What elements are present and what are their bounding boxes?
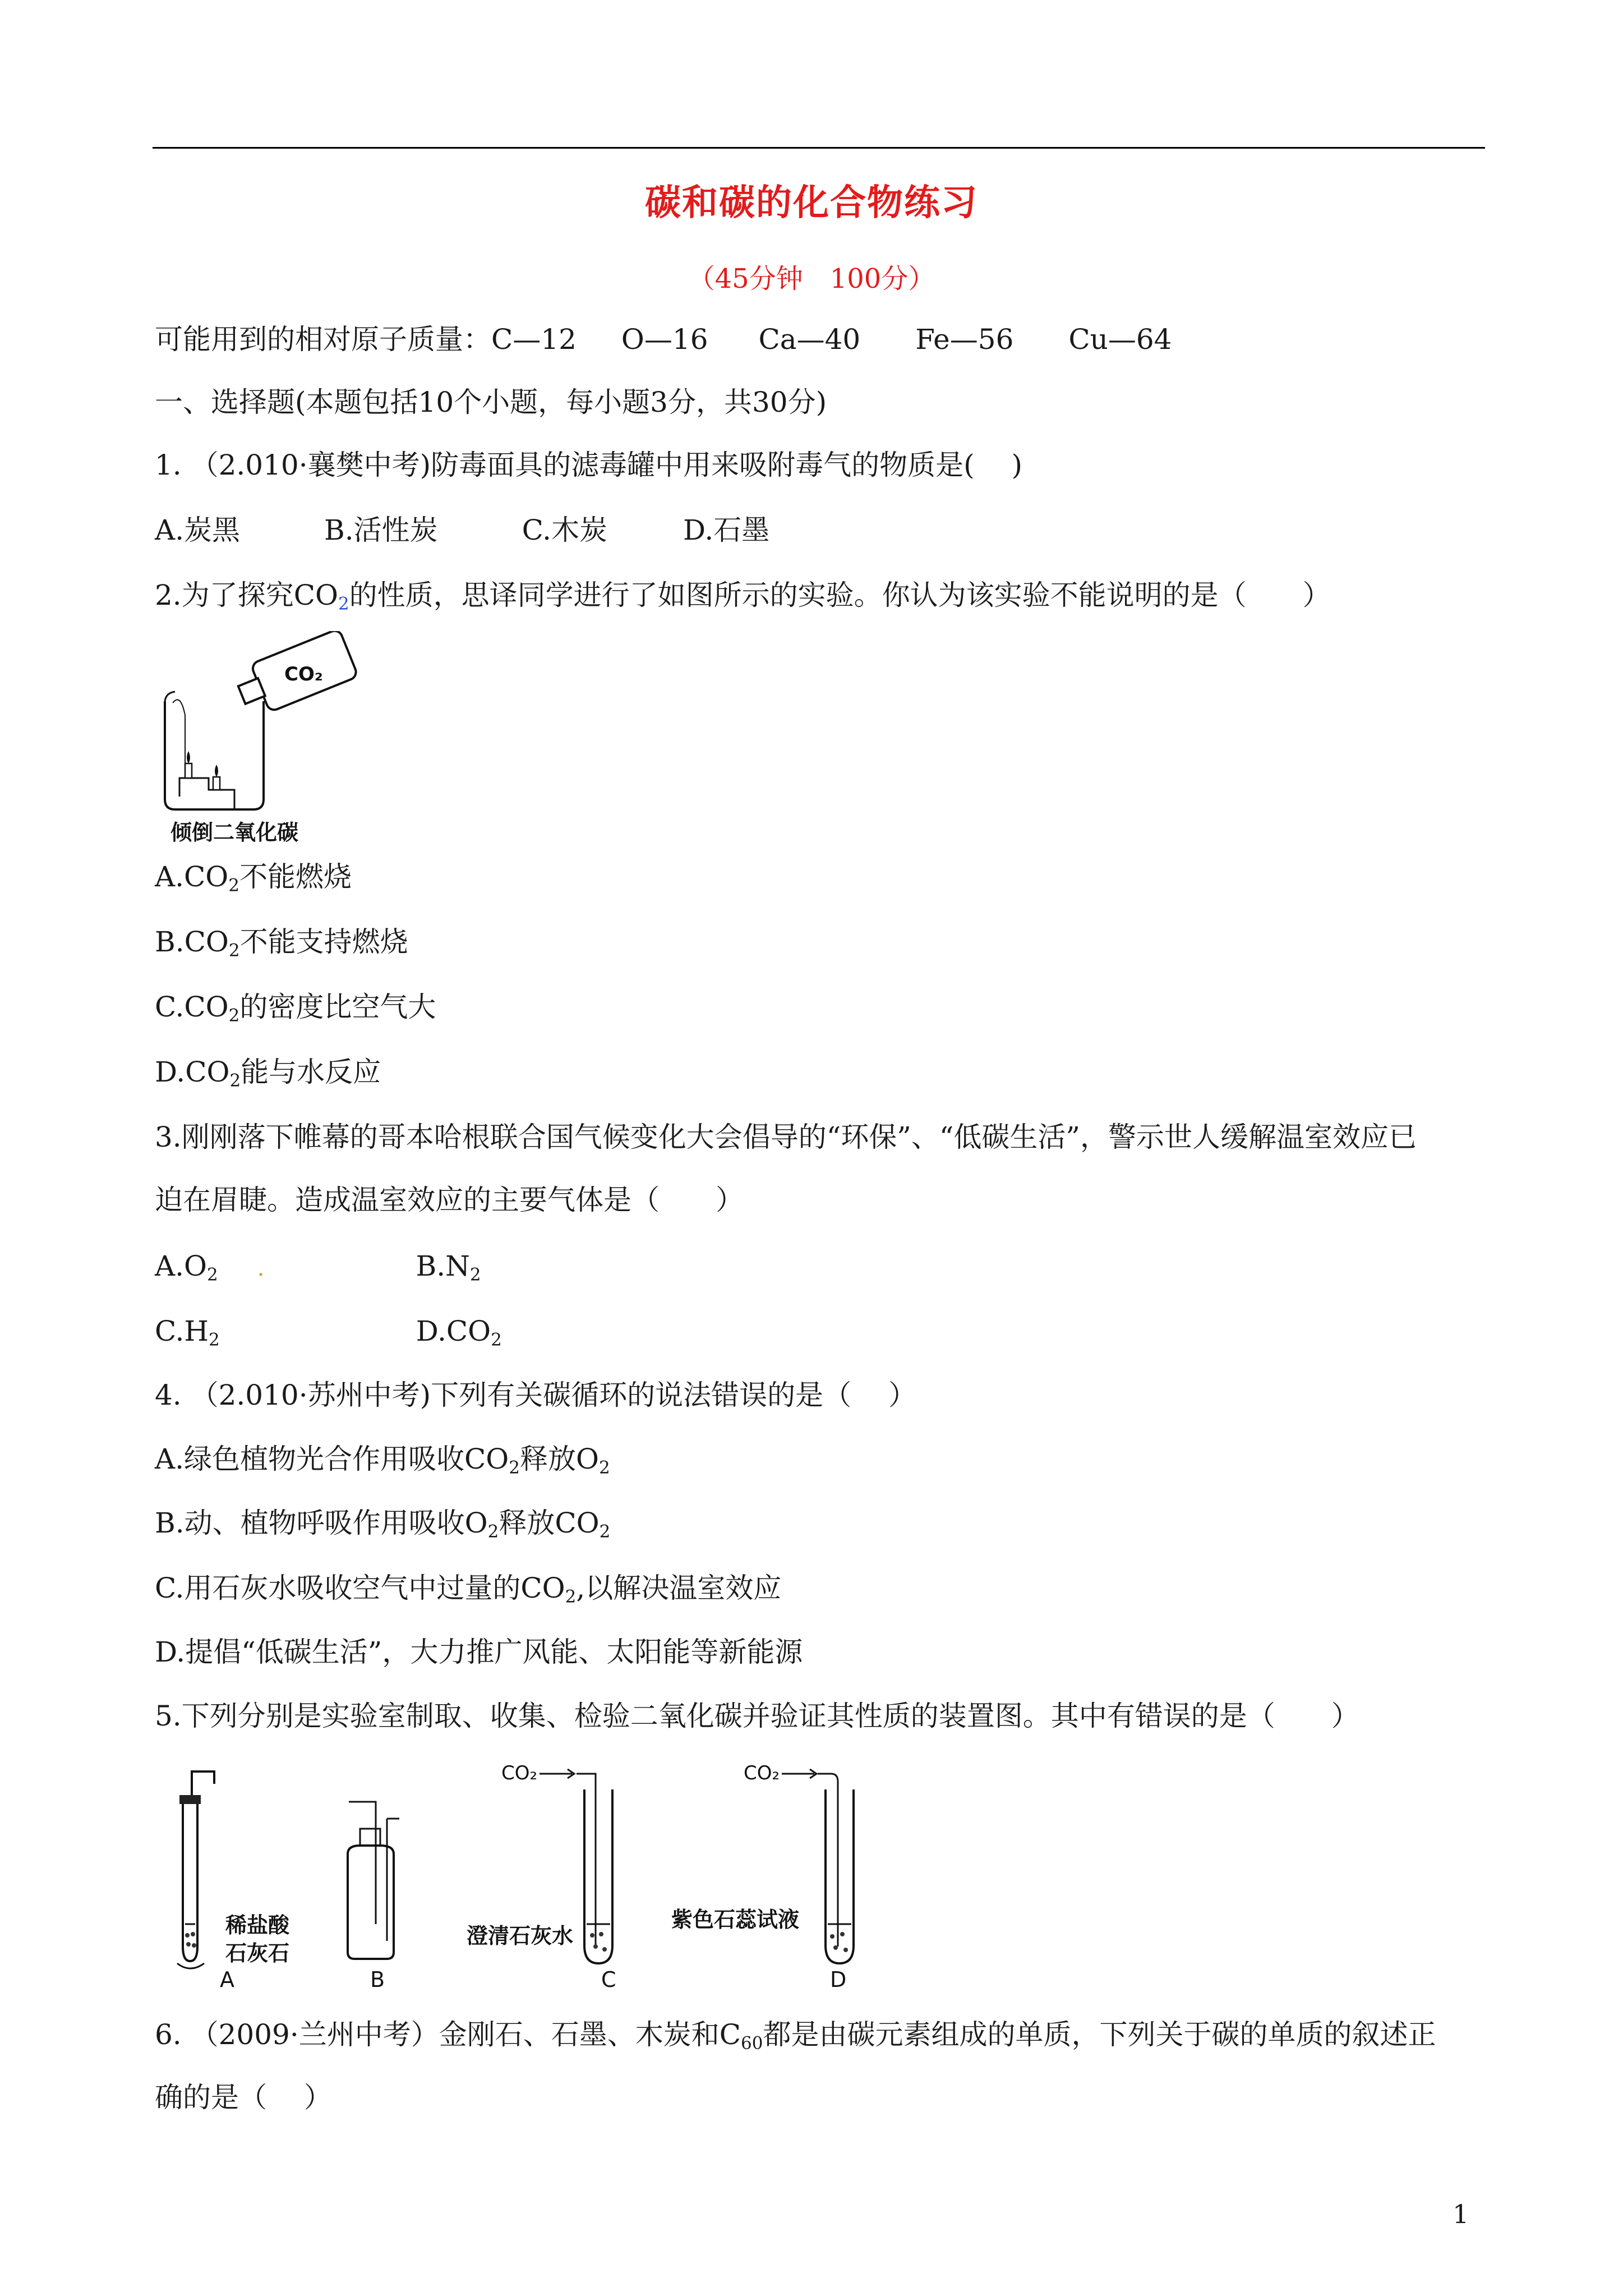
- q3-a-sub: 2: [207, 1264, 218, 1285]
- q3-options-row2: [155, 1315, 502, 1350]
- q2-stem: [155, 579, 1331, 614]
- q3-option-a: A.O: [155, 1250, 207, 1282]
- q4-b-sub2: 2: [599, 1521, 611, 1542]
- label-litmus: 紫色石蕊试液: [671, 1907, 800, 1932]
- label-dilute-hcl: 稀盐酸: [225, 1913, 290, 1938]
- q1-option-b: B.活性炭: [324, 514, 438, 546]
- q2-stem-a: 2.为了探究CO: [155, 579, 338, 611]
- page-title: 碳和碳的化合物练习: [645, 182, 978, 224]
- q4-option-b: [155, 1507, 611, 1542]
- q4-b-sub1: 2: [487, 1521, 499, 1542]
- page-number: 1: [1453, 2199, 1469, 2229]
- q2-option-d: [155, 1056, 381, 1091]
- q4-stem: 4. （2.010·苏州中考)下列有关碳循环的说法错误的是（ ）: [155, 1379, 917, 1411]
- stair-icon: [179, 778, 234, 809]
- q6-stem-line1: [155, 2018, 1436, 2054]
- q2-c-letter: C.CO: [155, 991, 229, 1023]
- q2-stem-b: 的性质，思译同学进行了如图所示的实验。你认为该实验不能说明的是（ ）: [349, 579, 1331, 611]
- mass-ca: Ca—40: [758, 323, 861, 356]
- q2-option-c: [155, 991, 436, 1026]
- stray-mark: .: [257, 1255, 265, 1281]
- q4-c-part2: ,以解决温室效应: [576, 1572, 782, 1604]
- q2-figure-caption: 倾倒二氧化碳: [170, 820, 299, 845]
- label-limestone: 石灰石: [225, 1941, 290, 1966]
- label-b: B: [370, 1967, 385, 1991]
- q4-b-part2: 释放CO: [499, 1507, 600, 1539]
- co2-bottle-label: CO₂: [284, 663, 323, 685]
- q3-stem-line2: 迫在眉睫。造成温室效应的主要气体是（ ）: [155, 1184, 744, 1216]
- apparatus-c-icon: [577, 1774, 612, 1963]
- q3-option-b: B.N: [416, 1250, 470, 1282]
- q6-sub60: 60: [741, 2033, 763, 2054]
- q2-b-sub: 2: [228, 940, 240, 961]
- q4-option-c: [155, 1572, 782, 1607]
- q4-a-sub2: 2: [598, 1457, 610, 1478]
- mass-o: O—16: [621, 323, 708, 356]
- q1-option-c: C.木炭: [522, 514, 608, 546]
- q2-sub: 2: [338, 593, 349, 614]
- q5-stem: 5.下列分别是实验室制取、收集、检验二氧化碳并验证其性质的装置图。其中有错误的是（ ）: [155, 1700, 1359, 1732]
- q4-a-part1: A.绿色植物光合作用吸收CO: [155, 1443, 509, 1475]
- q3-stem-line1: 3.刚刚落下帷幕的哥本哈根联合国气候变化大会倡导的“环保”、“低碳生活”，警示世人缓解温室效应已: [155, 1121, 1417, 1153]
- d-co2-label: CO₂: [744, 1762, 780, 1784]
- q3-d-sub: 2: [491, 1329, 502, 1350]
- q6-part2: 都是由碳元素组成的单质，下列关于碳的单质的叙述正: [763, 2018, 1436, 2051]
- q6-part1: 6. （2009·兰州中考）金刚石、石墨、木炭和C: [155, 2018, 741, 2051]
- q4-option-a: [155, 1443, 610, 1478]
- apparatus-a-icon: [177, 1772, 214, 1968]
- q2-b-text: 不能支持燃烧: [239, 926, 408, 958]
- apparatus-b-icon: [348, 1802, 399, 1959]
- q4-a-part2: 释放O: [519, 1443, 599, 1475]
- q4-option-d: D.提倡“低碳生活”，大力推广风能、太阳能等新能源: [155, 1636, 803, 1668]
- q3-options-row1: [155, 1250, 481, 1285]
- q3-option-d: D.CO: [416, 1315, 491, 1347]
- q3-c-sub: 2: [208, 1329, 220, 1350]
- q6-stem-line2: 确的是（ ）: [155, 2081, 332, 2114]
- q1-option-a: A.炭黑: [155, 514, 241, 546]
- q4-c-sub1: 2: [565, 1586, 577, 1607]
- q4-a-sub1: 2: [509, 1457, 520, 1478]
- q2-b-letter: B.CO: [155, 926, 229, 958]
- candle-low-icon: [213, 777, 220, 790]
- q2-d-sub: 2: [229, 1070, 241, 1091]
- atomic-mass-line: [155, 324, 1172, 355]
- q4-b-part1: B.动、植物呼吸作用吸收O: [155, 1507, 488, 1539]
- q2-c-sub: 2: [228, 1005, 240, 1026]
- q2-a-text: 不能燃烧: [239, 861, 352, 893]
- section-heading: 一、选择题(本题包括10个小题，每小题3分，共30分): [155, 386, 827, 418]
- q1-stem: 1. （2.010·襄樊中考)防毒面具的滤毒罐中用来吸附毒气的物质是( ): [155, 449, 1023, 481]
- mass-cu: Cu—64: [1068, 323, 1172, 356]
- q1-option-d: D.石墨: [683, 514, 770, 546]
- q2-a-sub: 2: [228, 875, 239, 896]
- q4-c-part1: C.用石灰水吸收空气中过量的CO: [155, 1572, 565, 1604]
- label-d: D: [830, 1967, 847, 1991]
- q1-options: [155, 515, 769, 546]
- q2-figure: [153, 631, 377, 850]
- header-rule: [153, 147, 1485, 149]
- c-co2-label: CO₂: [501, 1762, 538, 1784]
- mass-c: C—12: [491, 323, 577, 356]
- q2-option-a: [155, 861, 352, 896]
- label-a: A: [220, 1967, 234, 1991]
- q5-figure: [153, 1756, 949, 1991]
- page-subtitle: （45分钟 100分）: [688, 263, 935, 295]
- q3-option-c: C.H: [155, 1315, 209, 1347]
- q2-c-text: 的密度比空气大: [239, 991, 436, 1023]
- q2-d-letter: D.CO: [155, 1056, 230, 1088]
- label-c: C: [601, 1967, 616, 1991]
- mass-fe: Fe—56: [915, 323, 1014, 356]
- atomic-mass-prefix: 可能用到的相对原子质量：: [155, 323, 491, 356]
- q2-d-text: 能与水反应: [241, 1056, 381, 1088]
- q2-option-b: [155, 926, 408, 961]
- q3-b-sub: 2: [469, 1264, 481, 1285]
- q2-a-letter: A.CO: [155, 861, 229, 893]
- apparatus-d-icon: [818, 1774, 854, 1963]
- label-limewater: 澄清石灰水: [467, 1924, 574, 1948]
- candle-high-icon: [185, 763, 192, 778]
